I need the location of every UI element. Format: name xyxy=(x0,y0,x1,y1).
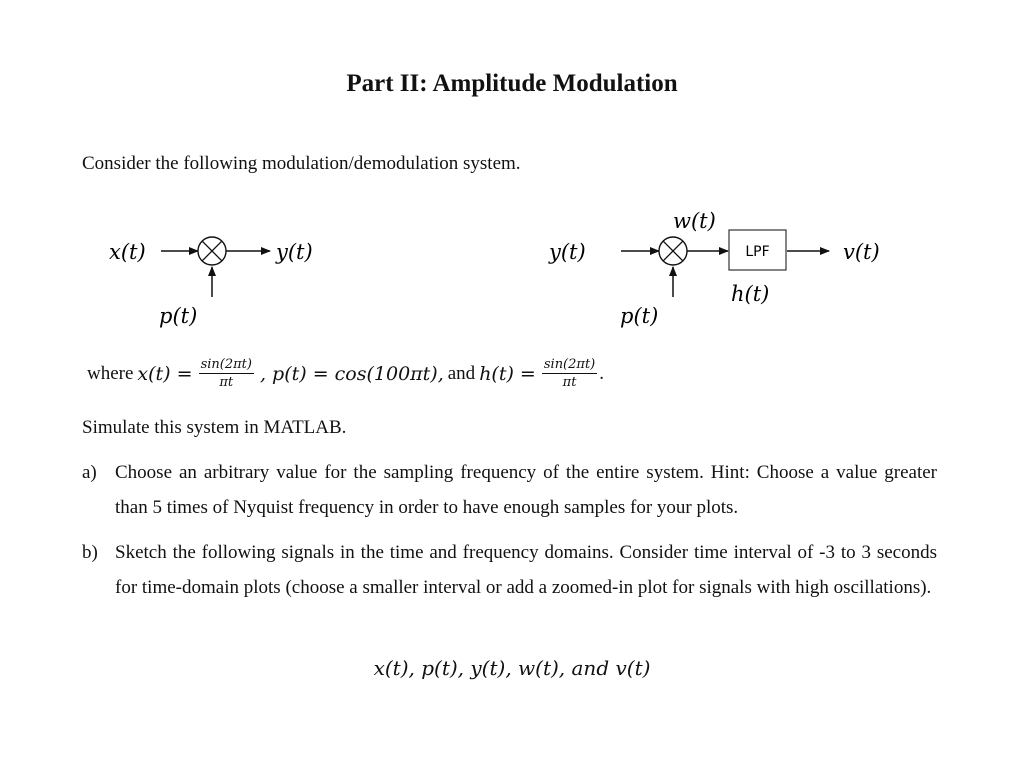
demod-carrier-label: p(t) xyxy=(620,304,659,328)
definitions-end: . xyxy=(599,363,604,384)
item-b-text: Sketch the following signals in the time and frequency domains. Consider time interval of -3 to 3 seconds for time-domain plots (choose a smaller interval or add a zoomed-in plot for signals with high oscillations). xyxy=(115,542,937,598)
item-a-text: Choose an arbitrary value for the sampling frequency of the entire system. Hint: Choose a value greater than 5 times of Nyquist frequency in order to have enough samples for your plots. xyxy=(115,462,937,518)
x-numerator: sin(2πt) xyxy=(200,357,252,372)
mod-output-label: y(t) xyxy=(276,240,313,264)
modulator xyxy=(109,237,313,328)
h-fraction xyxy=(542,358,597,390)
where-word: where xyxy=(87,363,134,384)
lpf-response-label: h(t) xyxy=(731,282,770,306)
block-diagram xyxy=(0,195,1024,340)
demodulator xyxy=(548,209,880,328)
h-definition-lhs: h(t) = xyxy=(479,363,536,385)
p-definition: , p(t) = cos(100πt), xyxy=(259,363,444,385)
page-title: Part II: Amplitude Modulation xyxy=(346,70,678,97)
demod-mixer-output-label: w(t) xyxy=(673,209,716,233)
h-denominator: πt xyxy=(562,375,577,390)
intro-text: Consider the following modulation/demodulation system. xyxy=(82,153,521,174)
mod-input-label: x(t) xyxy=(109,240,146,264)
mod-carrier-label: p(t) xyxy=(159,304,198,328)
item-a-letter: a) xyxy=(82,462,97,483)
demod-multiplier-icon xyxy=(659,237,687,265)
item-b-letter: b) xyxy=(82,542,98,563)
x-denominator: πt xyxy=(219,375,234,390)
mod-multiplier-icon xyxy=(198,237,226,265)
x-fraction xyxy=(199,358,254,390)
and-word: and xyxy=(447,363,476,384)
demod-output-label: v(t) xyxy=(843,240,880,264)
signals-list: x(t), p(t), y(t), w(t), and v(t) xyxy=(373,656,651,680)
x-definition-lhs: x(t) = xyxy=(137,363,193,385)
simulate-text: Simulate this system in MATLAB. xyxy=(82,417,347,438)
definitions-line xyxy=(87,358,604,390)
h-numerator: sin(2πt) xyxy=(543,357,596,372)
lpf-label: LPF xyxy=(745,244,770,260)
demod-input-label: y(t) xyxy=(549,240,586,264)
